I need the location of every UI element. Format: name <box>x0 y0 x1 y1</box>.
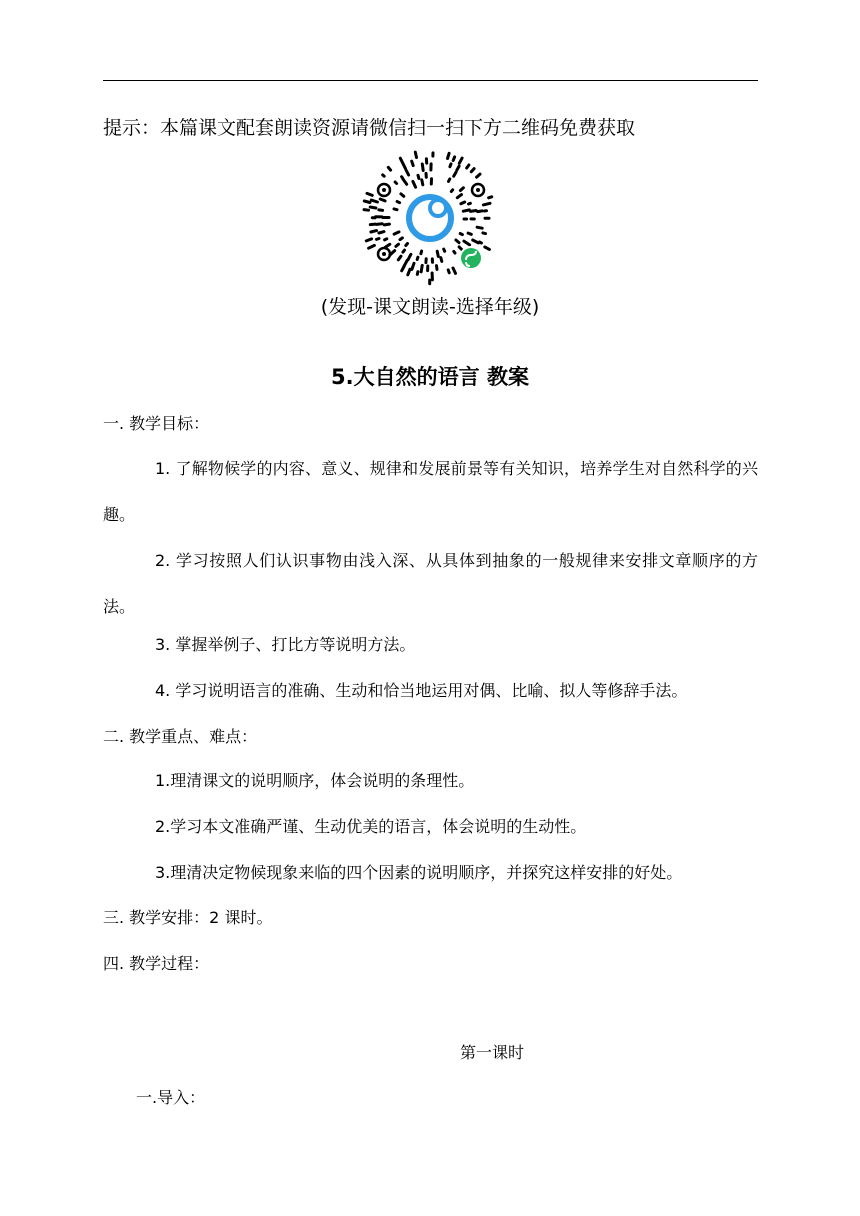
qr-dash <box>379 210 383 211</box>
qr-dash <box>471 169 474 172</box>
qr-dash <box>457 166 459 170</box>
qr-dash <box>453 157 454 161</box>
qr-dash <box>450 164 451 167</box>
qr-dash <box>483 203 490 205</box>
qr-dash <box>408 254 411 260</box>
qr-dash <box>401 194 404 196</box>
qr-dash <box>412 263 414 269</box>
qr-dash <box>371 200 377 202</box>
qr-dash <box>464 241 470 245</box>
qr-dash <box>394 209 397 210</box>
qr-dash <box>421 251 422 254</box>
qr-dash <box>377 239 380 240</box>
qr-dash <box>454 172 456 176</box>
qr-dash <box>398 256 401 260</box>
qr-dash <box>415 152 416 157</box>
qr-dash <box>477 227 482 228</box>
qr-dash <box>444 249 445 251</box>
qr-dash <box>477 174 480 177</box>
section-heading: 二. 教学重点、难点： <box>103 727 258 746</box>
qr-dash <box>468 233 471 234</box>
section-heading: 四. 教学过程： <box>103 954 210 973</box>
qr-dash <box>417 257 418 259</box>
qr-dash <box>408 269 410 275</box>
qr-dash <box>395 182 397 184</box>
qr-dash <box>485 247 490 249</box>
qr-dash <box>397 202 400 203</box>
qr-dash <box>480 242 482 243</box>
qr-dash <box>377 224 383 225</box>
qr-dash <box>454 251 455 253</box>
qr-dash <box>460 188 463 191</box>
qr-dash <box>367 193 372 195</box>
resource-tip: 提示：本篇课文配套朗读资源请微信扫一扫下方二维码免费获取 <box>103 117 636 139</box>
qr-dash <box>396 244 399 246</box>
qr-dash <box>385 239 387 240</box>
qr-dash <box>449 179 450 182</box>
document-title: 5.大自然的语言 教案 <box>331 365 529 389</box>
section-heading: 一. 教学目标： <box>103 414 210 433</box>
qr-dash <box>380 199 385 201</box>
qr-dash <box>402 177 403 179</box>
qr-dash <box>451 190 452 192</box>
subsection-heading: 一.导入： <box>136 1088 206 1107</box>
objective-item: 2. 学习按照人们认识事物由浅入深、从具体到抽象的一般规律来安排文章顺序的方法。 <box>103 551 758 616</box>
qr-dash <box>406 170 408 175</box>
qr-dash <box>417 272 418 275</box>
lesson-heading: 第一课时 <box>459 1043 524 1062</box>
keypoint-item: 2.学习本文准确严谨、生动优美的语言，体会说明的生动性。 <box>155 817 587 836</box>
qr-dash <box>386 244 390 247</box>
qr-dash <box>448 270 449 273</box>
qr-dash <box>473 240 479 243</box>
qr-dash <box>371 231 377 232</box>
qr-dash <box>460 234 462 235</box>
qr-dash <box>422 180 423 185</box>
qr-dash <box>463 210 469 211</box>
qr-dash <box>370 224 375 225</box>
qr-dash <box>448 153 450 158</box>
objective-item: 4. 学习说明语言的准确、生动和恰当地运用对偶、比喻、拟人等修辞手法。 <box>155 681 688 700</box>
header-rule <box>103 80 758 81</box>
qr-dash <box>383 175 385 176</box>
qr-dash <box>456 240 459 243</box>
qr-dash <box>400 158 402 162</box>
objective-item: 1. 了解物候学的内容、意义、规律和发展前景等有关知识，培养学生对自然科学的兴趣。 <box>103 459 758 524</box>
qr-dash <box>388 167 390 170</box>
qr-dash <box>437 251 438 256</box>
keypoint-item: 1.理清课文的说明顺序，体会说明的条理性。 <box>155 771 475 790</box>
qr-dash <box>379 232 384 233</box>
qr-caption: (发现-课文朗读-选择年级) <box>320 296 540 318</box>
qr-dash <box>364 201 370 203</box>
qr-dash <box>369 245 375 248</box>
qr-dash <box>400 238 402 240</box>
qr-dash <box>422 164 423 171</box>
qr-dash <box>384 224 389 225</box>
qr-dash <box>483 233 486 234</box>
qr-dash <box>489 197 492 198</box>
qr-dash <box>413 181 416 187</box>
qr-dash <box>421 265 422 271</box>
qr-code-icon <box>362 150 498 286</box>
qr-dash <box>453 268 456 273</box>
qr-dash <box>394 232 399 234</box>
section-heading: 三. 教学安排：2 课时。 <box>103 908 273 927</box>
qr-dash <box>366 239 371 241</box>
qr-dash <box>370 207 376 208</box>
qr-dash <box>478 211 483 212</box>
keypoint-item: 3.理清决定物候现象来临的四个因素的说明顺序，并探究这样安排的好处。 <box>155 863 683 882</box>
qr-dash <box>441 258 442 262</box>
qr-dash <box>459 158 462 163</box>
qr-dash <box>437 266 438 270</box>
qr-dash <box>457 195 461 198</box>
qr-dash <box>418 175 419 178</box>
qr-dash <box>403 179 407 184</box>
qr-dash <box>402 267 404 271</box>
qr-dash <box>467 165 469 168</box>
qr-dash <box>406 244 408 246</box>
qr-dash <box>461 202 465 204</box>
objective-item: 3. 掌握举例子、打比方等说明方法。 <box>155 635 416 654</box>
qr-dash <box>469 203 471 204</box>
qr-dash <box>471 211 477 212</box>
qr-dash <box>403 250 405 252</box>
qr-dash <box>364 210 369 211</box>
qr-dash <box>412 161 414 165</box>
